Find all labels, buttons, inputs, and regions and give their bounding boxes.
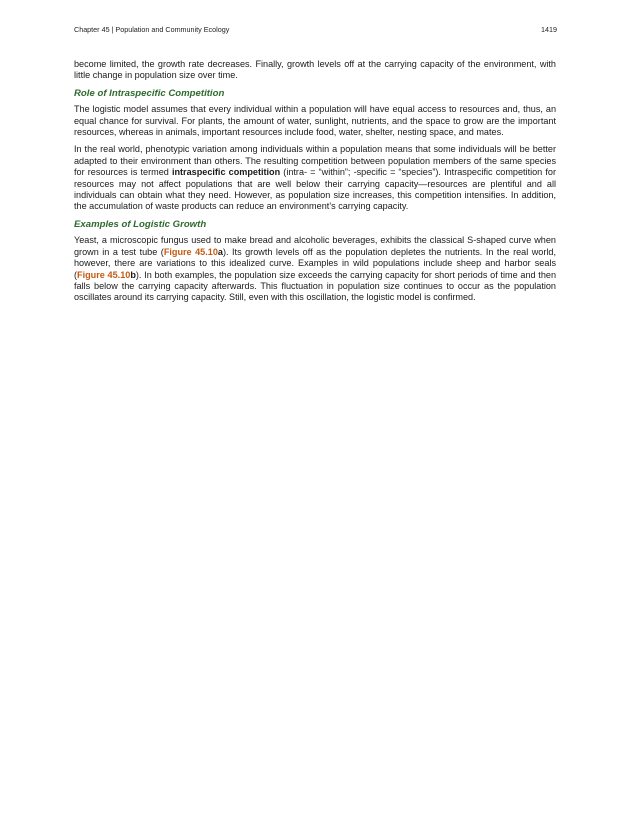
figure-link-b[interactable]: Figure 45.10 [77, 269, 131, 280]
page-number: 1419 [541, 25, 557, 34]
figure-link-a-suffix: a [217, 246, 223, 257]
paragraph-role-2-end: (intra- = “within”; -specific = “species”). Intraspecific competition for resources may not affect populations that are well below their carrying capacity—resources are plentiful and all individuals can obtain what they need. However, as population size increases, this competition intensifies. In addition, the accumulation of waste products can reduce an environment’s carrying capacity. [74, 167, 556, 212]
figure-link-a[interactable]: Figure 45.10 [163, 246, 218, 257]
paragraph-examples [74, 235, 556, 303]
figure-link-b-suffix: b [130, 269, 136, 280]
paragraph-role-1: The logistic model assumes that every individual within a population will have equal access to resources and, thus, an equal chance for survival. For plants, the amount of water, sunlight, nutrients, and the space to grow are the important resources, whereas in animals, important resources include food, water, shelter, nesting space, and mates. [74, 104, 556, 138]
paragraph-examples-start: Yeast, a microscopic fungus used to make bread and alcoholic beverages, exhibits the classical S-shaped curve when grown in a test tube ( [74, 235, 556, 257]
paragraph-role-2 [74, 144, 556, 212]
key-term: intraspecific competition [171, 167, 281, 178]
paragraph-examples-end: ). In both examples, the population size exceeds the carrying capacity for short periods of time and then falls below the carrying capacity afterwards. This fluctuation in population size continues to occur as the population oscillates around its carrying capacity. Still, even with this oscillation, the logistic model is confirmed. [74, 269, 556, 303]
section-heading-examples: Examples of Logistic Growth [74, 218, 207, 230]
paragraph-role-2-start: In the real world, phenotypic variation among individuals within a population means that some individuals will be better adapted to their environment than others. The resulting competition between population members of the same species for resources is termed [74, 144, 556, 178]
chapter-title: Chapter 45 | Population and Community Ecology [74, 25, 230, 34]
paragraph-examples-middle: ). Its growth levels off as the population depletes the nutrients. In the real world, however, there are variations to this idealized curve. Examples in wild populations include sheep and harbor seals ( [74, 246, 556, 280]
section-heading-role: Role of Intraspecific Competition [74, 87, 225, 99]
body-text [74, 59, 556, 310]
running-header [74, 25, 557, 34]
paragraph-intro: become limited, the growth rate decreases. Finally, growth levels off at the carrying capacity of the environment, with little change in population size over time. [74, 59, 556, 81]
